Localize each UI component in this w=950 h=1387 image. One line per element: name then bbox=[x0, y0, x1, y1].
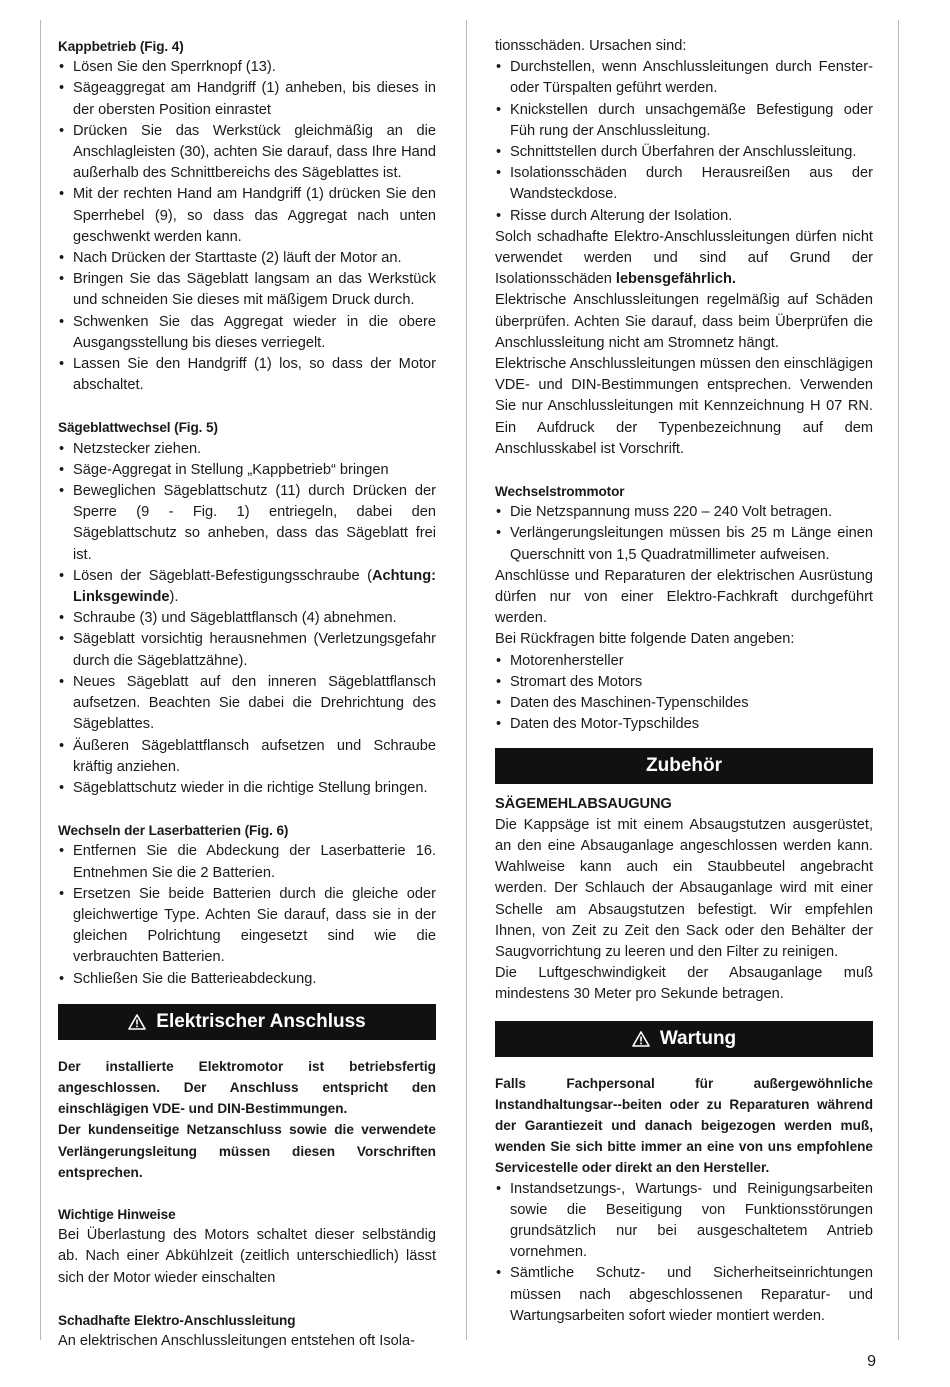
column-rule-right bbox=[898, 20, 899, 1340]
section-heading-saegeblattwechsel: Sägeblattwechsel (Fig. 5) bbox=[58, 420, 218, 436]
warning-triangle-icon bbox=[128, 1014, 146, 1030]
paragraph: Die Kappsäge ist mit einem Absaugstutzen ausgerüstet, an den eine Absauganlage angeschlossen werden kann. Wahlweise kann auch ein Staubbeutel angebracht werden. Der Schlauch der Absauganlage wird mit einer Schelle am Absaugstutzen befestigt. Wir empfehlen Ihnen, von Zeit zu Zeit den Sack oder den Behälter der Saugvorrichtung zu leeren und den Filter zu reinigen. bbox=[495, 816, 873, 960]
wechselstrom-list bbox=[495, 502, 873, 566]
bold-paragraph: Der kundenseitige Netzanschluss sowie die verwendete Verlängerungsleitung müssen diesen Vorschriften entsprechen. bbox=[58, 1122, 436, 1180]
banner-elektrischer-anschluss bbox=[58, 1004, 436, 1040]
section-heading-wichtige-hinweise: Wichtige Hinweise bbox=[58, 1206, 176, 1222]
warning-text: lebensgefährlich. bbox=[615, 271, 736, 288]
list-item: • Risse durch Alterung der Isolation. bbox=[495, 206, 873, 227]
section-heading-laserbatterien: Wechseln der Laserbatterien (Fig. 6) bbox=[58, 823, 289, 839]
list-item: • Daten des Maschinen-Typenschildes bbox=[495, 693, 873, 714]
list-item: • Drücken Sie das Werkstück gleichmäßig an die Anschlagleisten (30), achten Sie darauf, dass Ihre Hand außerhalb des Schnittbereichs des Sägeblattes ist. bbox=[58, 121, 436, 185]
list-item: • Stromart des Motors bbox=[495, 672, 873, 693]
laser-list bbox=[58, 841, 436, 989]
warning-triangle-icon bbox=[632, 1031, 650, 1047]
paragraph: Die Luftgeschwindigkeit der Absauganlage muß mindestens 30 Meter pro Sekunde betragen. bbox=[495, 965, 873, 1003]
warning-text: Achtung: Linksgewinde bbox=[73, 567, 436, 606]
column-rule-middle bbox=[466, 20, 467, 1340]
saegeblattwechsel-list bbox=[58, 439, 436, 799]
list-item: • Knickstellen durch unsachgemäße Befestigung oder Füh rung der Anschlussleitung. bbox=[495, 100, 873, 142]
kappbetrieb-list bbox=[58, 57, 436, 396]
banner-zubehoer bbox=[495, 748, 873, 784]
list-item: • Lösen der Sägeblatt-Befestigungsschraube (Achtung: Linksgewinde). bbox=[58, 566, 436, 608]
bold-paragraph: Falls Fachpersonal für außergewöhnliche Instandhaltungsar--beiten oder zu Reparaturen während der Garantiezeit und danach beigezogen werden muß, wenden Sie sich bitte immer an eine von uns empfohlene Servicestelle oder direkt an den Hersteller. bbox=[495, 1075, 873, 1176]
banner-wartung bbox=[495, 1021, 873, 1057]
list-item: • Sägeblattschutz wieder in die richtige Stellung bringen. bbox=[58, 778, 436, 799]
list-item: • Nach Drücken der Starttaste (2) läuft der Motor an. bbox=[58, 248, 436, 269]
list-item: • Entfernen Sie die Abdeckung der Laserbatterie 16. Entnehmen Sie die 2 Batterien. bbox=[58, 841, 436, 883]
list-item: • Mit der rechten Hand am Handgriff (1) drücken Sie den Sperrhebel (9), so dass das Aggregat nach unten geschwenkt werden kann. bbox=[58, 184, 436, 248]
list-item: • Neues Sägeblatt auf den inneren Sägeblattflansch aufsetzen. Beachten Sie dabei die Drehrichtung des Sägeblattes. bbox=[58, 672, 436, 736]
banner-title: Elektrischer Anschluss bbox=[156, 1011, 366, 1033]
column-rule-left bbox=[40, 20, 41, 1340]
daten-list bbox=[495, 651, 873, 736]
paragraph: tionsschäden. Ursachen sind: bbox=[495, 38, 687, 54]
paragraph: An elektrischen Anschlussleitungen entstehen oft Isola- bbox=[58, 1332, 415, 1349]
list-item: • Schnittstellen durch Überfahren der Anschlussleitung. bbox=[495, 142, 873, 163]
section-heading-wechselstrommotor: Wechselstrommotor bbox=[495, 484, 625, 500]
list-item: • Netzstecker ziehen. bbox=[58, 439, 436, 460]
section-heading-kappbetrieb: Kappbetrieb (Fig. 4) bbox=[58, 39, 184, 54]
list-item: • Lösen Sie den Sperrknopf (13). bbox=[58, 57, 436, 78]
list-item: • Schraube (3) und Sägeblattflansch (4) abnehmen. bbox=[58, 608, 436, 629]
left-column bbox=[58, 36, 436, 1352]
list-item: • Lassen Sie den Handgriff (1) los, so dass der Motor abschaltet. bbox=[58, 354, 436, 396]
list-item: • Säge-Aggregat in Stellung „Kappbetrieb“ bringen bbox=[58, 460, 436, 481]
list-item: • Durchstellen, wenn Anschlussleitungen durch Fenster- oder Türspalten geführt werden. bbox=[495, 57, 873, 99]
list-item: • Motorenhersteller bbox=[495, 651, 873, 672]
paragraph: Bei Rückfragen bitte folgende Daten angeben: bbox=[495, 631, 795, 648]
list-item: • Isolationsschäden durch Herausreißen aus der Wandsteckdose. bbox=[495, 163, 873, 205]
paragraph: Bei Überlastung des Motors schaltet dieser selbständig ab. Nach einer Abkühlzeit (zeitlich unterschiedlich) lässt sich der Motor wieder einschalten bbox=[58, 1227, 436, 1286]
list-item: • Äußeren Sägeblattflansch aufsetzen und Schraube kräftig anziehen. bbox=[58, 736, 436, 778]
list-item: • Bringen Sie das Sägeblatt langsam an das Werkstück und schneiden Sie dieses mit mäßigem Druck durch. bbox=[58, 269, 436, 311]
page-number: 9 bbox=[867, 1353, 876, 1370]
list-item: • Ersetzen Sie beide Batterien durch die gleiche oder gleichwertige Type. Achten Sie darauf, dass sie in der gleichen Polrichtung eingesetzt sind wie die verbrauchten Batterien. bbox=[58, 884, 436, 969]
list-item: • Sämtliche Schutz- und Sicherheitseinrichtungen müssen nach abgeschlossenen Reparatur- und Wartungsarbeiten sofort wieder montiert werden. bbox=[495, 1263, 873, 1327]
list-item: • Sägeaggregat am Handgriff (1) anheben, bis dieses in der obersten Position einrastet bbox=[58, 78, 436, 120]
paragraph: Solch schadhafte Elektro-Anschlussleitungen dürfen nicht verwendet werden und sind auf Grund der Isolationsschäden lebensgefährlich. bbox=[495, 228, 873, 288]
list-item: • Die Netzspannung muss 220 – 240 Volt betragen. bbox=[495, 502, 873, 523]
banner-title: Zubehör bbox=[646, 754, 722, 776]
list-item: • Instandsetzungs-, Wartungs- und Reinigungsarbeiten sowie die Beseitigung von Funktionsstörungen grundsätzlich nur bei ausgeschaltetem Antrieb vornehmen. bbox=[495, 1179, 873, 1264]
section-heading-saegemehlabsaugung: SÄGEMEHLABSAUGUNG bbox=[495, 795, 672, 812]
list-item: • Schwenken Sie das Aggregat wieder in die obere Ausgangsstellung bis dieses verriegelt. bbox=[58, 312, 436, 354]
banner-title: Wartung bbox=[659, 1027, 737, 1049]
list-item: • Sägeblatt vorsichtig herausnehmen (Verletzungsgefahr durch die Sägeblattzähne). bbox=[58, 629, 436, 671]
bold-paragraph: Der installierte Elektromotor ist betriebsfertig angeschlossen. Der Anschluss entspricht den einschlägigen VDE- und DIN-Bestimmungen. bbox=[58, 1058, 436, 1117]
paragraph: Elektrische Anschlussleitungen müssen den einschlägigen VDE- und DIN-Bestimmungen entsprechen. Verwenden Sie nur Anschlussleitungen mit Kennzeichnung H 07 RN. Ein Aufdruck der Typenbezeichnung auf dem Anschlusskabel ist Vorschrift. bbox=[495, 356, 873, 457]
list-item: • Daten des Motor-Typschildes bbox=[495, 714, 873, 735]
paragraph: Anschlüsse und Reparaturen der elektrischen Ausrüstung dürfen nur von einer Elektro-Fachkraft durchgeführt werden. bbox=[495, 567, 873, 627]
ursachen-list bbox=[495, 57, 873, 227]
list-item: • Schließen Sie die Batterieabdeckung. bbox=[58, 969, 436, 990]
paragraph: Elektrische Anschlussleitungen regelmäßig auf Schäden überprüfen. Achten Sie darauf, dass beim Überprüfen die Anschlussleitung nicht am Stromnetz hängt. bbox=[495, 292, 873, 351]
section-heading-schadhafte-leitung: Schadhafte Elektro-Anschlussleitung bbox=[58, 1312, 296, 1328]
right-column bbox=[495, 36, 873, 1327]
list-item: • Verlängerungsleitungen müssen bis 25 m Länge einen Querschnitt von 1,5 Quadratmillimeter aufweisen. bbox=[495, 523, 873, 565]
list-item: • Beweglichen Sägeblattschutz (11) durch Drücken der Sperre (9 - Fig. 1) entriegeln, dabei den Sägeblattschutz so anheben, dass das Sägeblatt frei ist. bbox=[58, 481, 436, 566]
wartung-list bbox=[495, 1179, 873, 1327]
